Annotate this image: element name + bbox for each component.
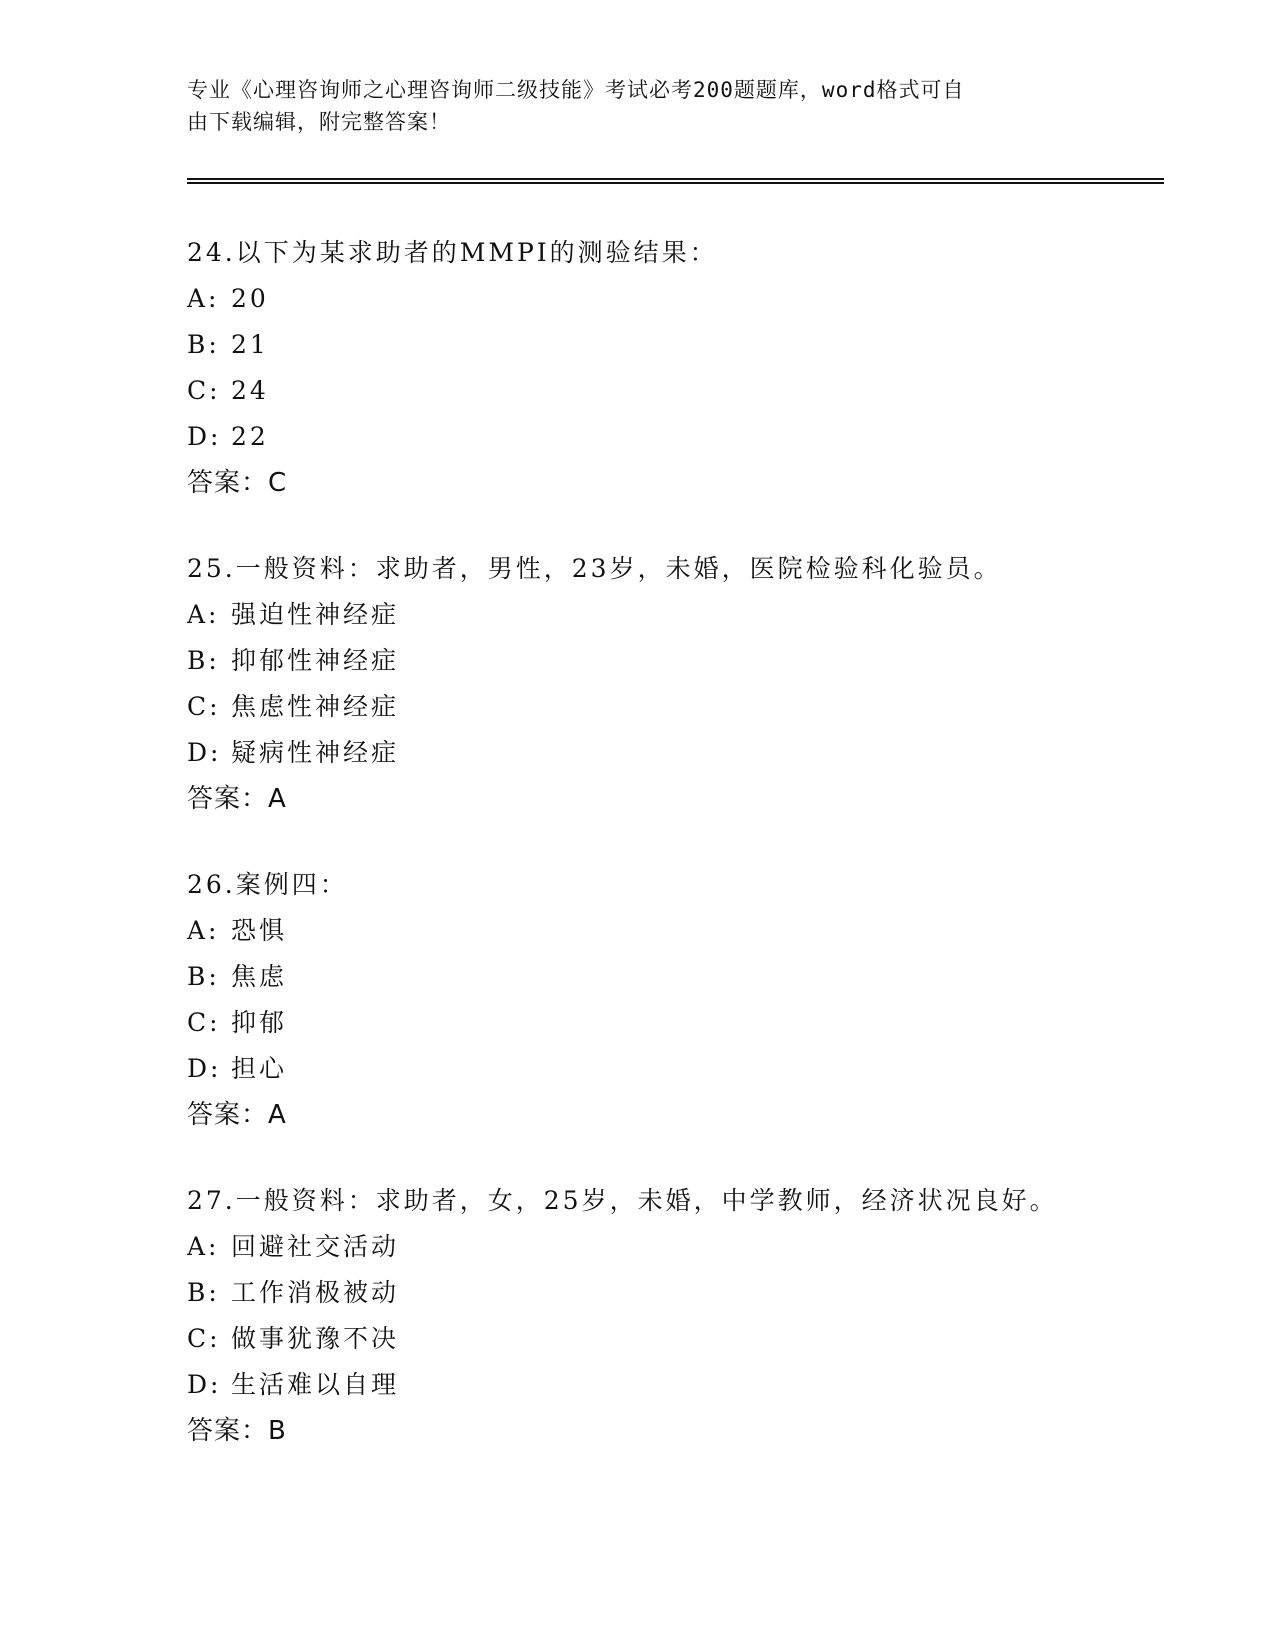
answer: 答案：A <box>187 1100 287 1130</box>
option-b <box>187 638 1187 684</box>
option-key: D: <box>187 738 222 767</box>
option-a <box>187 908 1187 954</box>
option-text: 焦虑 <box>231 962 288 991</box>
option-key: D: <box>187 1054 222 1083</box>
option-a <box>187 592 1187 638</box>
option-b <box>187 1270 1187 1316</box>
question-title: 25.一般资料：求助者，男性，23岁，未婚，医院检验科化验员。 <box>187 554 1002 583</box>
option-d <box>187 414 1187 460</box>
option-a <box>187 276 1187 322</box>
option-key: A: <box>187 284 220 313</box>
option-text: 疑病性神经症 <box>231 738 400 767</box>
option-b <box>187 954 1187 1000</box>
option-text: 抑郁 <box>231 1008 288 1037</box>
option-d <box>187 730 1187 776</box>
option-key: A: <box>187 1232 220 1261</box>
option-text: 20 <box>231 284 269 313</box>
answer: 答案：B <box>187 1416 287 1446</box>
option-key: C: <box>187 1324 221 1353</box>
option-c <box>187 1316 1187 1362</box>
option-key: C: <box>187 376 221 405</box>
option-c <box>187 368 1187 414</box>
option-d <box>187 1362 1187 1408</box>
option-c <box>187 684 1187 730</box>
option-text: 抑郁性神经症 <box>231 646 400 675</box>
option-key: A: <box>187 600 220 629</box>
option-b <box>187 322 1187 368</box>
option-text: 做事犹豫不决 <box>231 1324 400 1353</box>
option-text: 担心 <box>231 1054 288 1083</box>
question-title: 27.一般资料：求助者，女，25岁，未婚，中学教师，经济状况良好。 <box>187 1186 1058 1215</box>
document-header <box>187 74 1067 138</box>
answer: 答案：C <box>187 468 288 498</box>
option-text: 回避社交活动 <box>231 1232 400 1261</box>
option-key: B: <box>187 330 220 359</box>
header-line-2: 由下载编辑，附完整答案！ <box>187 110 451 134</box>
option-key: D: <box>187 1370 222 1399</box>
option-a <box>187 1224 1187 1270</box>
option-key: B: <box>187 962 220 991</box>
question-title: 24.以下为某求助者的MMPI的测验结果： <box>187 238 718 267</box>
option-text: 强迫性神经症 <box>231 600 400 629</box>
option-key: C: <box>187 1008 221 1037</box>
option-c <box>187 1000 1187 1046</box>
option-text: 工作消极被动 <box>231 1278 400 1307</box>
question-26 <box>187 862 1187 1138</box>
answer: 答案：A <box>187 784 287 814</box>
question-title: 26.案例四： <box>187 870 348 899</box>
question-25 <box>187 546 1187 822</box>
question-24 <box>187 230 1187 506</box>
option-key: C: <box>187 692 221 721</box>
option-text: 恐惧 <box>231 916 288 945</box>
option-text: 21 <box>231 330 269 359</box>
option-text: 22 <box>231 422 269 451</box>
option-text: 24 <box>231 376 269 405</box>
option-text: 焦虑性神经症 <box>231 692 400 721</box>
option-d <box>187 1046 1187 1092</box>
header-divider <box>187 178 1164 184</box>
question-27 <box>187 1178 1187 1454</box>
option-key: B: <box>187 1278 220 1307</box>
option-key: D: <box>187 422 222 451</box>
option-key: A: <box>187 916 220 945</box>
option-text: 生活难以自理 <box>231 1370 400 1399</box>
header-line-1: 专业《心理咨询师之心理咨询师二级技能》考试必考200题题库，word格式可自 <box>187 78 965 102</box>
option-key: B: <box>187 646 220 675</box>
